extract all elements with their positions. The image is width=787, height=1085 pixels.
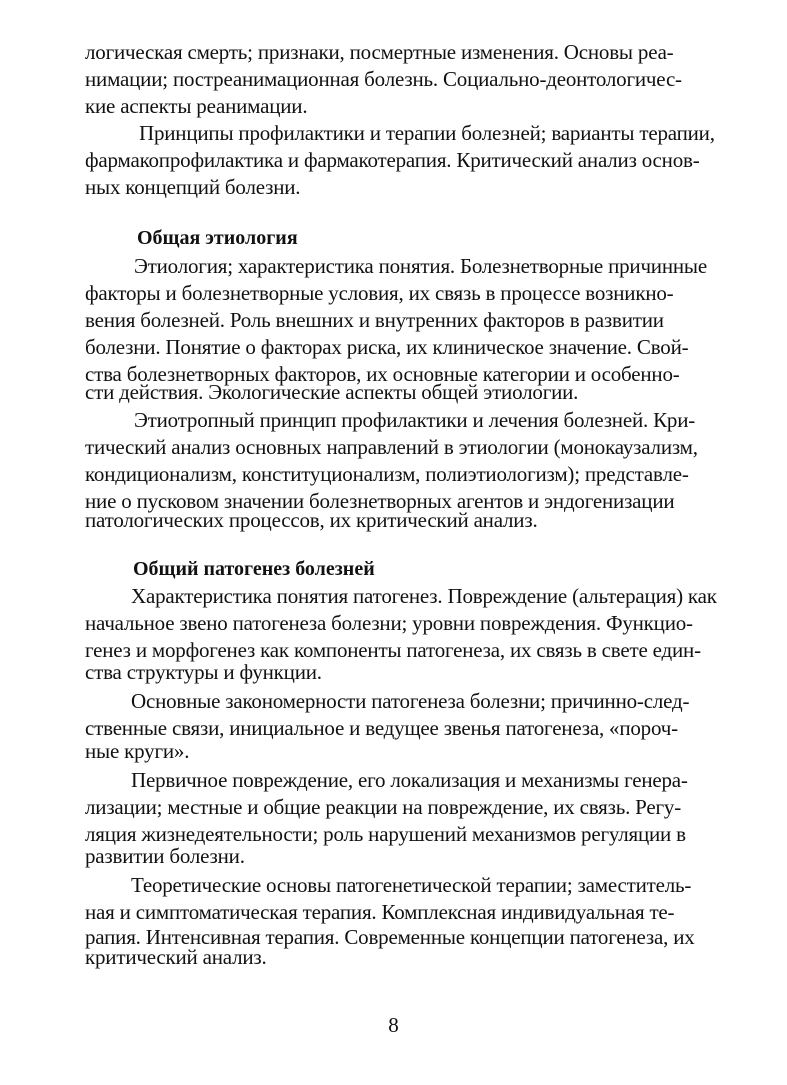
paragraph-1-line-2: нимации; постреанимационная болезнь. Социально-деонтологичес- [85,67,682,91]
paragraph-4-line-2: тический анализ основных направлений в этиологии (монокаузализм, [85,435,698,459]
paragraph-4-line-3: кондиционализм, конституционализм, полиэтиологизм); представле- [85,462,689,486]
paragraph-7-line-4: развитии болезни. [85,844,245,868]
paragraph-6-line-1: Основные закономерности патогенеза болезни; причинно-след- [131,689,690,713]
paragraph-3-line-2: факторы и болезнетворные условия, их связь в процессе возникно- [85,281,674,305]
paragraph-3-line-3: вения болезней. Роль внешних и внутренних факторов в развитии [85,308,664,332]
paragraph-8-line-2: ная и симптоматическая терапия. Комплексная индивидуальная те- [85,900,675,924]
paragraph-8-line-4: критический анализ. [85,945,267,969]
paragraph-7-line-3: ляция жизнедеятельности; роль нарушений механизмов регуляции в [85,822,686,846]
paragraph-7-line-1: Первичное повреждение, его локализация и механизмы генера- [131,768,688,792]
paragraph-3-line-5: ства болезнетворных факторов, их основные категории и особенно- [85,362,680,386]
paragraph-8-line-3: рапия. Интенсивная терапия. Современные концепции патогенеза, их [85,925,695,949]
paragraph-3-line-6: сти действия. Экологические аспекты общей этиологии. [85,380,579,404]
paragraph-4-line-1: Этиотропный принцип профилактики и лечения болезней. Кри- [134,408,696,432]
paragraph-5-line-1: Характеристика понятия патогенез. Повреждение (альтерация) как [131,584,717,608]
paragraph-3-line-4: болезни. Понятие о факторах риска, их клиническое значение. Свой- [85,335,689,359]
paragraph-8-line-1: Теоретические основы патогенетической терапии; заместитель- [131,873,692,897]
paragraph-2-line-1: Принципы профилактики и терапии болезней; варианты терапии, [139,121,715,145]
page-number: 8 [388,1013,399,1037]
section-heading-pathogenesis: Общий патогенез болезней [133,558,375,580]
paragraph-5-line-4: ства структуры и функции. [85,660,322,684]
paragraph-6-line-3: ные круги». [85,739,190,763]
paragraph-6-line-2: ственные связи, инициальное и ведущее звенья патогенеза, «пороч- [85,716,678,740]
paragraph-5-line-3: генез и морфогенез как компоненты патогенеза, их связь в свете един- [85,638,701,662]
paragraph-3-line-1: Этиология; характеристика понятия. Болезнетворные причинные [134,254,707,278]
paragraph-5-line-2: начальное звено патогенеза болезни; уровни повреждения. Функцио- [85,611,693,635]
paragraph-4-line-5: патологических процессов, их критический анализ. [85,508,538,532]
paragraph-7-line-2: лизации; местные и общие реакции на повреждение, их связь. Регу- [85,795,682,819]
paragraph-1-line-1: логическая смерть; признаки, посмертные изменения. Основы реа- [85,40,674,64]
section-heading-etiology: Общая этиология [137,227,298,249]
paragraph-2-line-2: фармакопрофилактика и фармакотерапия. Критический анализ основ- [85,148,700,172]
paragraph-2-line-3: ных концепций болезни. [85,175,301,199]
paragraph-4-line-4: ние о пусковом значении болезнетворных агентов и эндогенизации [85,489,675,513]
paragraph-1-line-3: кие аспекты реанимации. [85,94,308,118]
